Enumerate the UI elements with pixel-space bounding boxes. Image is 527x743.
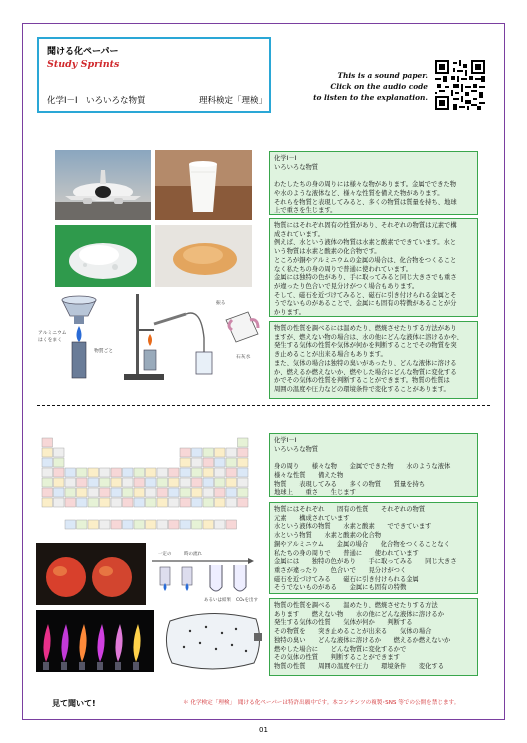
periodic-table-cell	[111, 488, 122, 497]
burner	[43, 662, 49, 670]
periodic-table-cell	[157, 488, 168, 497]
periodic-table-cell	[180, 478, 191, 487]
text-line: 物質の性質を調べる 温めたり、燃焼させたりする方法	[274, 602, 438, 609]
periodic-table-cell	[77, 478, 88, 487]
periodic-table-cell	[54, 468, 65, 477]
periodic-table-cell	[65, 478, 76, 487]
periodic-table-cell	[238, 498, 249, 507]
text-line: 上で重さを生じます。	[274, 207, 337, 215]
periodic-table-cell	[54, 498, 65, 507]
periodic-table-cell	[238, 468, 249, 477]
periodic-table-cell	[88, 468, 99, 477]
flame-test-photo	[36, 610, 154, 672]
elements-textbox	[269, 218, 478, 317]
periodic-table-cell	[192, 468, 203, 477]
periodic-table-cell	[146, 520, 157, 529]
text-line: うでないものがあることで、金属にも固有の特徴があることが分	[274, 300, 457, 308]
periodic-table-cell	[134, 468, 145, 477]
text-line: 水という物質 水素と酸素の化合物	[274, 532, 382, 540]
periodic-table-cell	[77, 520, 88, 529]
svg-text:物質ごと: 物質ごと	[94, 349, 114, 354]
periodic-table-cell	[65, 488, 76, 497]
svg-text:CO₂を出す: CO₂を出す	[236, 598, 258, 603]
periodic-table-cell	[238, 438, 249, 447]
periodic-table-cell	[226, 468, 237, 477]
milk-glass-photo	[155, 150, 252, 220]
burner	[79, 662, 85, 670]
periodic-table-cell	[226, 478, 237, 487]
periodic-table-cell	[157, 498, 168, 507]
periodic-table-cell	[157, 468, 168, 477]
periodic-table-cell	[42, 468, 53, 477]
text-line: 燃やした場合に どんな物質に変化するかで	[274, 645, 407, 653]
text-line: 私たちの身の周りで 普通に 使われています	[274, 549, 419, 557]
periodic-table-cell	[180, 498, 191, 507]
text-line: き止めることが出来る場合もあります。	[274, 351, 387, 359]
periodic-table-cell	[100, 468, 111, 477]
salt-photo	[55, 225, 151, 287]
periodic-table-cell	[134, 478, 145, 487]
svg-text:一定の: 一定の	[158, 552, 172, 557]
text-line: 物質にはそれぞれ固有の性質があり、それぞれの物質は元素で構	[274, 222, 457, 229]
periodic-table-cell	[77, 488, 88, 497]
paper-title: 聞ける化ペーパー	[47, 47, 119, 57]
text-line: いろいろな物質	[274, 163, 319, 171]
apples-photo	[36, 543, 146, 605]
text-line: が違ったり色合いで見分けがつく場合もあります。	[274, 282, 419, 290]
periodic-table-cell	[65, 468, 76, 477]
footer-slogan: 見て聞いて!	[52, 699, 96, 708]
periodic-table-cell	[42, 498, 53, 507]
text-line: わたしたちの身の周りには様々な物があります。金属でできた物	[274, 181, 457, 189]
periodic-table-cell	[157, 520, 168, 529]
gas-apparatus-illustration	[148, 543, 266, 605]
audio-qr-code[interactable]	[435, 60, 485, 110]
text-line: そうでないものがある 金属にも固有の特徴	[274, 584, 407, 592]
text-line: 磁石を近づけてみる 磁石に引き付けられる金属	[274, 575, 419, 583]
text-line: 発生する気体の性質や気体が何かを判断することでその物質を突	[274, 342, 457, 350]
text-line: や水のような液体など、様々な性質を備えた物があります。	[274, 189, 444, 197]
text-line: か、燃えるか燃えないか、燃やした場合にどんな物質に変化する	[274, 368, 457, 376]
periodic-table-cell	[42, 438, 53, 447]
periodic-table-cell	[203, 468, 214, 477]
periodic-table-cell	[226, 498, 237, 507]
sugar-photo	[155, 225, 252, 287]
text-line: また、気体の場合は独特の臭いがあったり、どんな液体に溶ける	[274, 359, 457, 367]
text-line: 地球上 重さ 生じます	[274, 489, 356, 497]
periodic-table-cell	[88, 498, 99, 507]
periodic-table-cell	[226, 458, 237, 467]
text-line	[274, 454, 473, 463]
periodic-table-cell	[88, 478, 99, 487]
periodic-table-cell	[203, 520, 214, 529]
periodic-table-cell	[203, 498, 214, 507]
periodic-table-cell	[123, 488, 134, 497]
periodic-table-cell	[88, 520, 99, 529]
text-line: 例えば、水という液体の物質は水素と酸素でできています。水と	[274, 239, 457, 247]
periodic-table-cell	[123, 468, 134, 477]
brand-name: Study Sprints	[47, 59, 120, 70]
text-line: 物質 表現してみる 多くの物質 質量を持ち	[274, 480, 426, 488]
svg-text:時の流れ: 時の流れ	[184, 552, 202, 557]
copyright-note: ＊ 化学検定「理検」 聞ける化ペーパーは特許出願中です。本コンテンツの複製･SNS 等での公開を禁じます。	[183, 700, 460, 706]
text-line: 化学Ⅰ－Ⅰ	[274, 437, 297, 444]
text-line: かでその気体の性質を判断することができます。物質の性質は	[274, 377, 450, 385]
subject-title: 化学Ⅰ－Ⅰ いろいろな物質	[47, 96, 146, 106]
periodic-table-cell	[100, 488, 111, 497]
periodic-table-cell	[203, 448, 214, 457]
text-line: その物質を 突き止めることが出来る 気体の場合	[274, 628, 432, 636]
periodic-table-cell	[203, 488, 214, 497]
burner	[133, 662, 139, 670]
periodic-table-cell	[192, 478, 203, 487]
text-line: それらを物質と表現してみると、多くの物質は質量を持ち、地球	[274, 198, 457, 206]
text-line: 元素 構成されています	[274, 514, 350, 522]
periodic-table-cell	[157, 478, 168, 487]
periodic-table-cell	[42, 448, 53, 457]
periodic-table-cell	[123, 498, 134, 507]
text-line: 物質にはそれぞれ 固有の性質 それぞれの物質	[274, 506, 426, 513]
periodic-table-cell	[134, 520, 145, 529]
section-divider	[37, 405, 490, 406]
periodic-table-image	[36, 432, 264, 537]
text-line: 重さが違ったり 色合いで 見分けがつく	[274, 566, 407, 574]
periodic-table-cell	[42, 478, 53, 487]
periodic-table-cell	[180, 520, 191, 529]
periodic-table-cell	[215, 478, 226, 487]
text-line: あります 燃えない物 水の他にどんな液体に溶けるか	[274, 610, 445, 618]
sound-note-line: This is a sound paper.	[337, 71, 428, 80]
periodic-table-cell	[215, 498, 226, 507]
text-line	[274, 172, 473, 181]
periodic-table-cell	[215, 520, 226, 529]
periodic-table-cell	[134, 488, 145, 497]
sound-note-line: Click on the audio code	[330, 82, 428, 91]
sound-note	[300, 70, 428, 103]
text-line: 金属には独特の色があり、手に取ってみると同じ大きさでも重さ	[274, 274, 457, 282]
periodic-table-cell	[169, 520, 180, 529]
periodic-table-cell	[146, 478, 157, 487]
periodic-table-cell	[169, 488, 180, 497]
periodic-table-cell	[238, 458, 249, 467]
periodic-table-cell	[146, 498, 157, 507]
periodic-table-cell	[203, 458, 214, 467]
periodic-table-cell	[111, 468, 122, 477]
text-line: いう物質は水素と酸素の化合物です。	[274, 248, 381, 256]
periodic-table-cell	[215, 468, 226, 477]
periodic-table-cell	[146, 488, 157, 497]
text-line: 成されています。	[274, 230, 324, 238]
text-line: 物質の性質を調べるには温めたり、燃焼させたりする方法があり	[274, 325, 457, 332]
sound-note-line: to listen to the explanation.	[313, 93, 428, 102]
periodic-table-cell	[169, 478, 180, 487]
periodic-table-cell	[238, 448, 249, 457]
airplane-photo	[55, 150, 151, 220]
text-line: 金属には 独特の色があり 手に取ってみる 同じ大きさ	[274, 558, 457, 566]
svg-text:はくをまく: はくをまく	[38, 338, 62, 343]
svg-text:石灰水: 石灰水	[236, 355, 251, 360]
periodic-table-cell	[123, 478, 134, 487]
text-line: 周囲の温度や圧力などの環境条件で変化することがあります。	[274, 385, 450, 393]
periodic-table-cell	[192, 448, 203, 457]
periodic-table-cell	[111, 520, 122, 529]
exam-name: 理科検定「理検」	[199, 96, 268, 106]
text-line: その気体の性質 判断することができます	[274, 654, 400, 662]
text-line: 化学Ⅰ－Ⅰ	[274, 155, 297, 162]
periodic-table-cell	[77, 498, 88, 507]
periodic-table-cell	[146, 468, 157, 477]
text-line: そして、磁石を近づけてみると、磁石に引き付けられる金属とそ	[274, 291, 457, 299]
text-line: いろいろな物質	[274, 445, 319, 453]
periodic-table-cell	[226, 488, 237, 497]
text-line: ますが、燃えない物の場合は、水の他にどんな液体に溶けるかや、	[274, 333, 463, 341]
periodic-table-cell	[238, 488, 249, 497]
gas-bag-illustration	[160, 607, 266, 675]
periodic-table-cell	[111, 478, 122, 487]
title-box	[37, 37, 271, 113]
periodic-table-cell	[180, 468, 191, 477]
text-line: 銅やアルミニウム 金属の場合 化合物をつくることなく	[274, 540, 450, 548]
periodic-table-cell	[192, 488, 203, 497]
text-line: 身の周り 様々な物 金属でできた物 水のような液体	[274, 463, 451, 471]
keyword-elements-textbox	[269, 502, 478, 594]
periodic-table-cell	[180, 488, 191, 497]
periodic-table-cell	[42, 458, 53, 467]
periodic-table-cell	[192, 458, 203, 467]
periodic-table-cell	[203, 478, 214, 487]
intro-textbox	[269, 151, 478, 215]
periodic-table-cell	[111, 498, 122, 507]
periodic-table-cell	[54, 478, 65, 487]
svg-text:アルミニウム: アルミニウム	[38, 331, 67, 336]
experiment-illustration	[36, 290, 266, 385]
periodic-table-cell	[134, 498, 145, 507]
periodic-table-cell	[77, 468, 88, 477]
periodic-table-cell	[192, 520, 203, 529]
keyword-intro-textbox	[269, 433, 478, 497]
text-line: 様々な性質 備えた物	[274, 471, 344, 479]
periodic-table-cell	[192, 498, 203, 507]
periodic-table-cell	[88, 488, 99, 497]
periodic-table-cell	[169, 468, 180, 477]
burner	[61, 662, 67, 670]
svg-text:あるいは結果: あるいは結果	[204, 598, 231, 603]
periodic-table-cell	[54, 458, 65, 467]
properties-textbox	[269, 321, 478, 399]
text-line: 水という液体の物質 水素と酸素 でできています	[274, 523, 432, 531]
periodic-table-cell	[100, 478, 111, 487]
periodic-table-cell	[215, 488, 226, 497]
periodic-table-cell	[215, 448, 226, 457]
svg-text:振る: 振る	[216, 301, 226, 306]
periodic-table-cell	[54, 448, 65, 457]
periodic-table-cell	[238, 478, 249, 487]
periodic-table-cell	[123, 520, 134, 529]
keyword-properties-textbox	[269, 598, 478, 676]
text-line: かります。	[274, 309, 305, 317]
periodic-table-cell	[54, 488, 65, 497]
periodic-table-cell	[65, 498, 76, 507]
periodic-table-cell	[215, 458, 226, 467]
text-line: 発生する気体の性質 気体が何か 判断する	[274, 619, 413, 627]
periodic-table-cell	[42, 488, 53, 497]
burner	[115, 662, 121, 670]
periodic-table-cell	[180, 448, 191, 457]
text-line: ところが銅やアルミニウムの金属の場合は、化合物をつくること	[274, 256, 457, 264]
periodic-table-cell	[226, 448, 237, 457]
periodic-table-cell	[169, 498, 180, 507]
page-number: 01	[259, 726, 268, 734]
periodic-table-cell	[180, 458, 191, 467]
periodic-table-cell	[226, 520, 237, 529]
periodic-table-cell	[100, 520, 111, 529]
periodic-table-cell	[65, 520, 76, 529]
text-line: 物質の性質 周囲の温度や圧力 環境条件 変化する	[274, 662, 445, 670]
text-line: なく私たちの身の周りで普通に使われています。	[274, 265, 413, 273]
periodic-table-cell	[100, 498, 111, 507]
text-line: 独特の臭い どんな液体に溶けるか 燃えるか燃えないか	[274, 636, 451, 644]
burner	[97, 662, 103, 670]
